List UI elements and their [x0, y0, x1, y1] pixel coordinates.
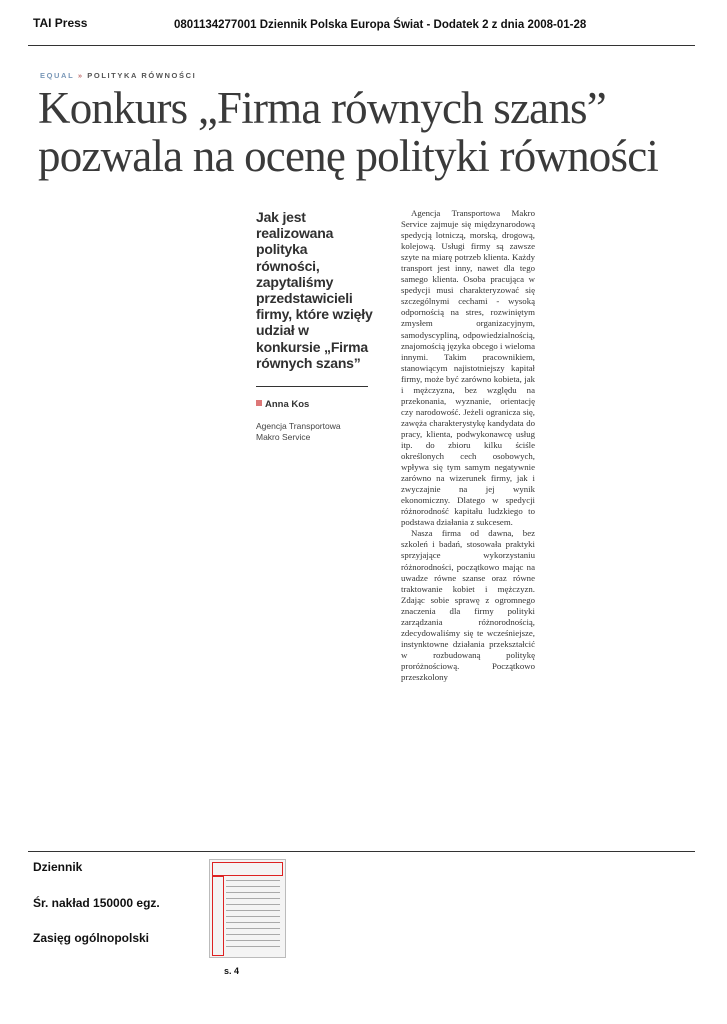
thumbnail-text-line: [226, 934, 280, 935]
kicker-topic: POLITYKA RÓWNOŚCI: [87, 71, 197, 80]
body-paragraph: Agencja Transportowa Makro Service zajmuje się międzynarodową spedycją lotniczą, morską, drogową, kolejową. Usługi firmy są zawsze szyte na miarę potrzeb klienta. Każdy transport jest inny, nawet dla tego samego klienta. Osoba pracująca w spedycji musi charakteryzować się szczególnymi cechami - wysoką odpornością na stres, rozwiniętym zmysłem organizacyjnym, samodyscypliną, odpowiedzialnością, znajomością języka obcego i wieloma innymi. Takim pracownikiem, stanowiącym najistotniejszy kapitał firmy, może być zarówno kobieta, jak i mężczyzna, bez względu na przekonania, wyznanie, orientację czy narodowość. Jeżeli ogranicza się, zawęża charakterystykę kandydata do pracy, klienta, podwykonawcę usług itp. do zbioru kilku ściśle określonych cech osobowych, wpływa się tym samym negatywnie zarówno na wizerunek firmy, jak i zwyczajnie na jej wynik ekonomiczny. Dlatego w spedycji różnorodność kapitału ludzkiego to podstawa działania z sukcesem.: [401, 208, 535, 528]
headline-line-2: pozwala na ocenę polityki równości: [38, 131, 659, 181]
source-meta: 0801134277001 Dziennik Polska Europa Świat - Dodatek 2 z dnia 2008-01-28: [174, 19, 587, 31]
author-name: Anna Kos: [265, 399, 310, 410]
thumbnail-text-line: [226, 892, 280, 893]
body-paragraph: Nasza firma od dawna, bez szkoleń i badań, stosowała praktyki sprzyjające wykorzystaniu różnorodności, początkowo mając na uwadze równe szanse oraz równe traktowanie kobiet i mężczyzn. Zdając sobie sprawę z ogromnego znaczenia dla firmy polityki zarządzania różnorodnością, zdecydowaliśmy się te wcześniejsze, instynktowne działania przekształcić w rozbudowaną politykę proróżnościową. Początkowo przeszkolony: [401, 528, 535, 682]
kicker-program: EQUAL: [40, 71, 75, 80]
bullet-square-icon: [256, 400, 262, 406]
reach-info: Zasięg ogólnopolski: [33, 931, 150, 945]
page-thumbnail: [209, 859, 286, 958]
thumbnail-text-line: [226, 940, 280, 941]
source-label: TAI Press: [33, 16, 88, 30]
page-number: s. 4: [224, 966, 240, 976]
publication-name: Dziennik: [33, 860, 83, 874]
thumbnail-text-line: [226, 946, 280, 947]
header-divider: [28, 45, 695, 46]
thumbnail-column-highlight: [212, 876, 224, 956]
circulation-info: Śr. nakład 150000 egz.: [33, 896, 160, 910]
author-byline: [256, 399, 309, 410]
article-lead: Jak jest realizowana polityka równości, zapytaliśmy przedstawicieli firmy, które wzięły udział w konkursie „Firma równych szans”: [256, 209, 373, 371]
thumbnail-text-line: [226, 916, 280, 917]
thumbnail-text-line: [226, 928, 280, 929]
thumbnail-text-line: [226, 910, 280, 911]
headline-line-1: Konkurs „Firma równych szans”: [38, 83, 606, 133]
kicker-separator: »: [77, 71, 84, 80]
section-kicker: [40, 71, 196, 80]
thumbnail-text-line: [226, 886, 280, 887]
thumbnail-text-line: [226, 898, 280, 899]
lead-divider: [256, 386, 368, 387]
thumbnail-headline-highlight: [212, 862, 283, 876]
footer-divider: [28, 851, 695, 852]
article-body: [401, 208, 535, 822]
thumbnail-text-line: [226, 880, 280, 881]
author-affiliation: Agencja Transportowa Makro Service: [256, 421, 341, 442]
article-headline: [38, 84, 698, 180]
thumbnail-text-line: [226, 922, 280, 923]
thumbnail-text-line: [226, 904, 280, 905]
